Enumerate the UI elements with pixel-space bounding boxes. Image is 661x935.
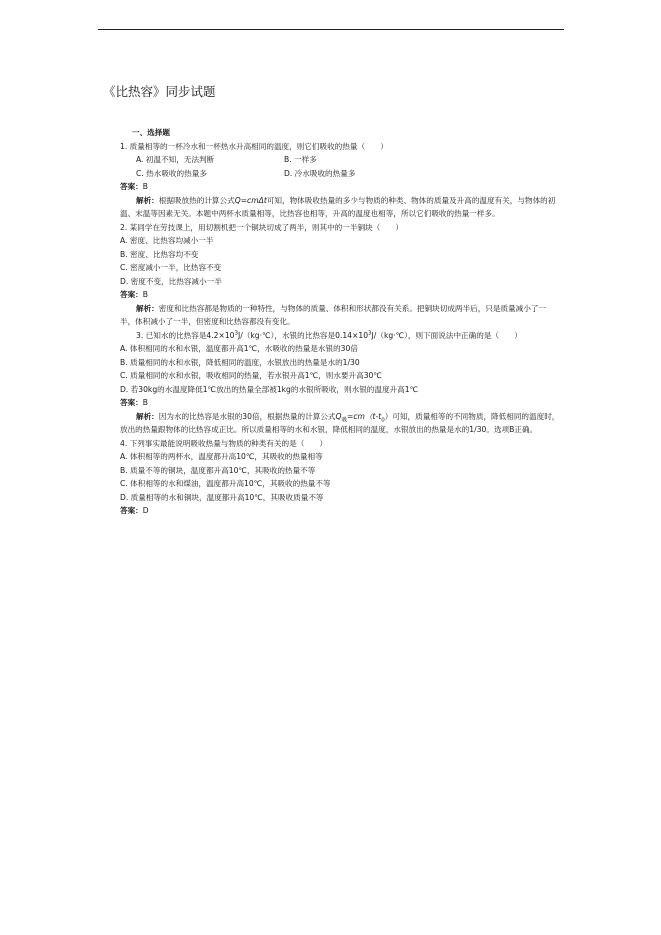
q3-stem-b: J/（kg·℃），水银的比热容是0.14×10 — [238, 330, 369, 340]
question-1-options-row2 — [136, 167, 560, 181]
q3-option-a: A. 体积相同的水和水银，温度都升高1℃，水吸收的热量是水银的30倍 — [120, 344, 358, 353]
q2-answer — [120, 288, 560, 302]
answer-label: 答案： — [120, 506, 143, 515]
q2-answer-value: B — [142, 290, 148, 299]
answer-label: 答案： — [120, 290, 143, 299]
q3-formula-end: ） — [384, 411, 393, 421]
q4-answer-value: D — [142, 506, 149, 515]
q2-option-c: C. 密度减小一半，比热容不变 — [120, 263, 222, 272]
answer-label: 答案： — [120, 398, 143, 407]
q3-option-b: B. 质量相同的水和水银，降低相同的温度，水银放出的热量是水的1/30 — [120, 357, 360, 367]
q2-option-b: B. 密度、比热容均不变 — [120, 249, 199, 259]
q3-stem-c: J/（kg·℃），则下面说法中正确的是（ ） — [371, 330, 522, 340]
q1-option-a: A. 初温不知，无法判断 — [136, 155, 215, 164]
q1-answer-value: B — [142, 182, 148, 191]
q3-analysis — [120, 410, 560, 437]
q1-option-b: B. 一样多 — [284, 155, 317, 164]
document-body — [120, 126, 560, 518]
q2-analysis — [120, 302, 560, 329]
q1-option-c: C. 热水吸收的热量多 — [136, 168, 207, 178]
question-1-options-row1 — [136, 153, 560, 167]
question-4-stem: 4. 下列事实最能说明吸收热量与物质的种类有关的是（ ） — [120, 438, 328, 448]
analysis-label: 解析： — [136, 195, 159, 205]
q3-answer-value: B — [142, 398, 148, 407]
q4-option-a: A. 体积相等的两杯水，温度都升高10℃，其吸收的热量相等 — [120, 452, 323, 461]
q3-stem-a: 3. 已知水的比热容是4.2×10 — [136, 330, 235, 340]
answer-label: 答案： — [120, 182, 143, 191]
q2-analysis-text: 密度和比热容都是物质的一种特性，与物体的质量、体积和形状都没有关系。把铜块切成两半后，只是质量减小了一半，体积减小了一半，但密度和比热容都没有变化。 — [120, 303, 547, 326]
analysis-label: 解析： — [136, 411, 159, 421]
q3-option-d: D. 若30kg的水温度降低1℃放出的热量全部被1kg的水银所吸收，则水银的温度升高1℃ — [120, 384, 419, 394]
document-title: 《比热容》同步试题 — [103, 84, 216, 99]
q4-option-c: C. 体积相等的水和煤油，温度都升高10℃，其吸收的热量不等 — [120, 479, 331, 488]
q4-option-b: B. 质量不等的铜块，温度都升高10℃，其吸收的热量不等 — [120, 465, 316, 475]
question-1-stem: 1. 质量相等的一杯冷水和一杯热水升高相同的温度，则它们吸收的热量（ ） — [120, 141, 388, 151]
q3-formula-sub2: 0 — [381, 417, 385, 424]
q1-analysis — [120, 194, 560, 221]
q4-option-d: D. 质量相等的水和铜块，温度都升高10℃，其吸收质量不等 — [120, 492, 324, 502]
q1-analysis-text-b: 可知，物体吸收热量的多少与物质的种类、物体的质量及升高的温度有关，与物体的初温、末温等因素无关。本题中两杯水质量相等，比热容也相等，升高的温度也相等，所以它们吸收的热量一样多。 — [120, 195, 556, 218]
q3-stem-exp1: 3 — [234, 329, 239, 336]
q3-analysis-text-b: 可知，质量相等的不同物质，降低相同的温度时，放出的热量跟物体的比热容成正比。所以质量相等的水和水银，降低相同的温度，水银放出的热量是水的1/30。选项B正确。 — [120, 411, 560, 434]
q2-option-d: D. 密度不变，比热容减小一半 — [120, 276, 222, 286]
q3-formula-q: Q — [335, 411, 342, 421]
q3-analysis-text-a: 因为水的比热容是水银的30倍，根据热量的计算公式 — [158, 411, 336, 421]
q3-stem-exp2: 3 — [368, 329, 372, 336]
q1-answer — [120, 180, 560, 194]
q3-formula-sub: 吸 — [341, 417, 348, 424]
q1-analysis-text-a: 根据吸放热的计算公式 — [158, 195, 235, 205]
question-2-stem: 2. 某同学在劳技课上，用切割机把一个铜块切成了两半，则其中的一半铜块（ ） — [120, 222, 404, 232]
q3-formula-mid: =cm（t-t — [347, 411, 382, 421]
q3-option-c: C. 质量相同的水和水银，吸收相同的热量，若水银升高1℃，则水要升高30℃ — [120, 371, 382, 380]
q4-answer — [120, 504, 560, 518]
analysis-label: 解析： — [136, 303, 159, 313]
q1-option-d: D. 冷水吸收的热量多 — [284, 168, 356, 178]
q1-analysis-formula: Q=cmΔt — [234, 195, 267, 205]
q2-option-a: A. 密度、比热容均减小一半 — [120, 236, 214, 245]
header-rule — [98, 29, 564, 30]
q3-answer — [120, 396, 560, 410]
section-title: 一、选择题 — [132, 128, 170, 137]
question-3-stem — [120, 329, 560, 343]
